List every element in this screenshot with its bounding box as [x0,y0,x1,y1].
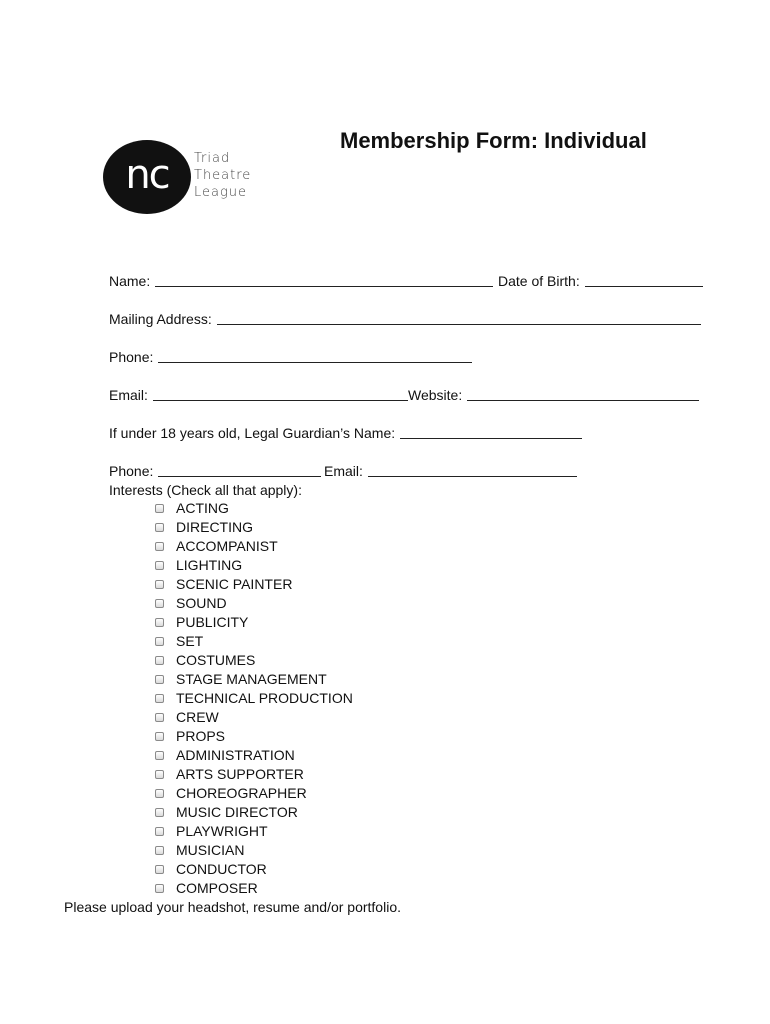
interest-label: TECHNICAL PRODUCTION [176,690,353,706]
website-line[interactable] [467,388,699,401]
interest-item[interactable] [154,765,353,784]
guardian-phone-field[interactable] [109,462,321,480]
guardian-phone-line[interactable] [158,464,321,477]
interest-item[interactable] [154,879,353,898]
phone-field[interactable] [109,348,472,366]
interest-label: STAGE MANAGEMENT [176,671,327,687]
checkbox-icon[interactable] [155,675,164,684]
interests-checklist [154,499,353,898]
guardian-name-field[interactable] [109,424,582,442]
checkbox-icon[interactable] [155,523,164,532]
checkbox-icon[interactable] [155,884,164,893]
phone-label: Phone: [109,349,154,365]
interest-item[interactable] [154,556,353,575]
guardian-email-label: Email: [324,463,363,479]
checkbox-icon[interactable] [155,542,164,551]
interest-label: ACCOMPANIST [176,538,278,554]
dob-label: Date of Birth: [498,273,580,289]
checkbox-icon[interactable] [155,580,164,589]
interest-label: ACTING [176,500,229,516]
interest-label: PUBLICITY [176,614,249,630]
interest-label: LIGHTING [176,557,243,573]
checkbox-icon[interactable] [155,637,164,646]
mailing-address-line[interactable] [217,312,701,325]
interest-item[interactable] [154,708,353,727]
checkbox-icon[interactable] [155,618,164,627]
interest-item[interactable] [154,746,353,765]
name-line[interactable] [155,274,493,287]
interest-item[interactable] [154,803,353,822]
checkbox-icon[interactable] [155,751,164,760]
checkbox-icon[interactable] [155,732,164,741]
logo-name [194,150,251,201]
triad-theatre-league-logo [103,140,263,216]
interest-label: CHOREOGRAPHER [176,785,307,801]
checkbox-icon[interactable] [155,599,164,608]
interest-item[interactable] [154,575,353,594]
interest-label: SET [176,633,204,649]
name-label: Name: [109,273,151,289]
interest-label: MUSIC DIRECTOR [176,804,298,820]
checkbox-icon[interactable] [155,656,164,665]
guardian-phone-label: Phone: [109,463,154,479]
interest-label: PLAYWRIGHT [176,823,268,839]
dob-line[interactable] [585,274,703,287]
guardian-email-line[interactable] [368,464,577,477]
checkbox-icon[interactable] [155,827,164,836]
checkbox-icon[interactable] [155,789,164,798]
interest-item[interactable] [154,784,353,803]
form-title: Membership Form: Individual [340,128,647,153]
checkbox-icon[interactable] [155,846,164,855]
checkbox-icon[interactable] [155,770,164,779]
interest-item[interactable] [154,613,353,632]
email-line[interactable] [153,388,408,401]
interest-item[interactable] [154,841,353,860]
interests-label: Interests (Check all that apply): [109,482,302,498]
interest-label: SOUND [176,595,227,611]
logo-mark: nc [125,152,169,198]
interest-item[interactable] [154,651,353,670]
interest-label: PROPS [176,728,226,744]
guardian-email-field[interactable] [324,462,577,480]
interest-label: ARTS SUPPORTER [176,766,304,782]
interest-label: SCENIC PAINTER [176,576,293,592]
website-label: Website: [408,387,463,403]
interest-label: ADMINISTRATION [176,747,295,763]
checkbox-icon[interactable] [155,694,164,703]
interest-item[interactable] [154,594,353,613]
checkbox-icon[interactable] [155,504,164,513]
interest-item[interactable] [154,518,353,537]
interest-item[interactable] [154,499,353,518]
interest-item[interactable] [154,632,353,651]
interest-item[interactable] [154,670,353,689]
phone-line[interactable] [158,350,472,363]
checkbox-icon[interactable] [155,865,164,874]
interest-label: COSTUMES [176,652,256,668]
email-label: Email: [109,387,148,403]
interest-item[interactable] [154,537,353,556]
website-field[interactable] [408,386,699,404]
guardian-name-label: If under 18 years old, Legal Guardian’s Name: [109,425,396,441]
upload-note: Please upload your headshot, resume and/or portfolio. [64,899,401,915]
guardian-name-line[interactable] [400,426,582,439]
interest-label: CREW [176,709,219,725]
checkbox-icon[interactable] [155,808,164,817]
interest-item[interactable] [154,727,353,746]
checkbox-icon[interactable] [155,561,164,570]
email-field[interactable] [109,386,408,404]
interest-label: DIRECTING [176,519,253,535]
checkbox-icon[interactable] [155,713,164,722]
mailing-address-field[interactable] [109,310,701,328]
interest-label: CONDUCTOR [176,861,267,877]
mailing-address-label: Mailing Address: [109,311,212,327]
interest-label: MUSICIAN [176,842,245,858]
interest-label: COMPOSER [176,880,258,896]
name-field[interactable] [109,272,493,290]
logo-name-line: Triad [194,151,231,166]
logo-name-line: League [194,185,248,200]
logo-name-line: Theatre [194,168,252,183]
interest-item[interactable] [154,689,353,708]
dob-field[interactable] [498,272,703,290]
interest-item[interactable] [154,860,353,879]
interest-item[interactable] [154,822,353,841]
